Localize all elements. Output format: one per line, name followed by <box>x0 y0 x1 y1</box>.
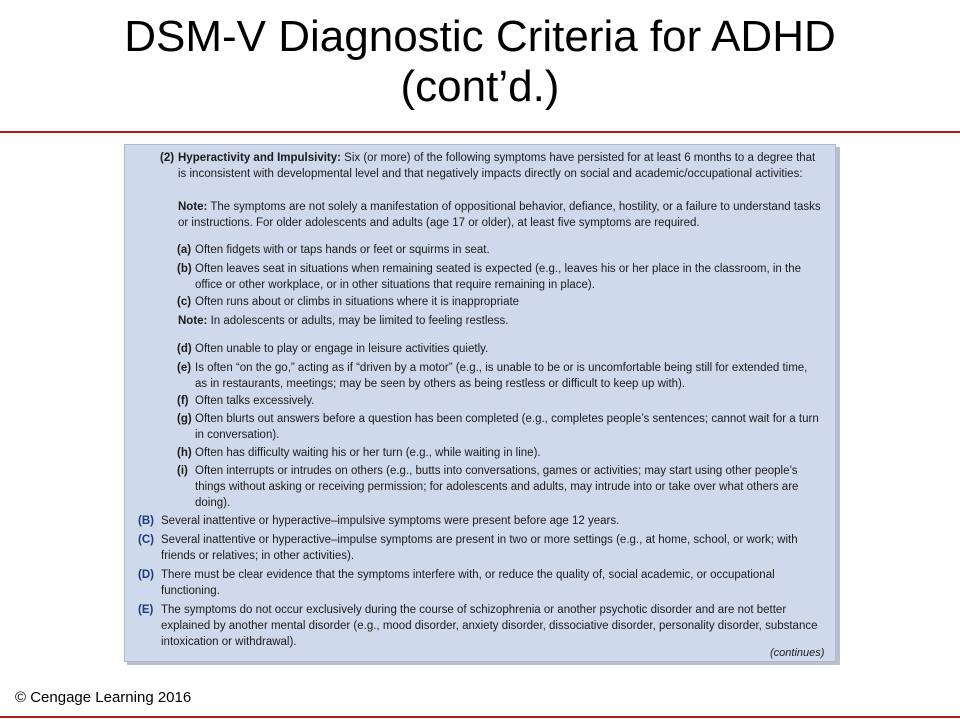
item-c-label: (c) <box>177 296 192 308</box>
criterion-e-text: The symptoms do not occur exclusively during the course of schizophrenia or another psychotic disorder and are not better explained by another mental disorder (e.g., mood disorder, anxiety disorder, dissociative disorder, personality disorder, substance intoxication or withdrawal). <box>161 604 818 648</box>
note-2-label: Note: <box>178 315 208 327</box>
item-g <box>177 411 822 443</box>
item-f-label: (f) <box>177 395 189 407</box>
item-a-text: Often fidgets with or taps hands or feet or squirms in seat. <box>195 244 490 256</box>
item-i-text: Often interrupts or intrudes on others (e.g., butts into conversations, games or activities; may start using other people’s things without asking or receiving permission; for adolescents and adults, may intrude into or take over what others are doing). <box>195 465 799 509</box>
note-2 <box>178 313 825 329</box>
criterion-b-label: (B) <box>138 515 154 527</box>
criterion-c-label: (C) <box>138 534 154 546</box>
note-1-label: Note: <box>178 201 208 213</box>
item-e-label: (e) <box>177 362 192 374</box>
copyright-notice: © Cengage Learning 2016 <box>15 689 192 706</box>
slide-title-line-1: DSM-V Diagnostic Criteria for ADHD <box>124 12 836 61</box>
section-2-label: (2) <box>160 152 175 164</box>
section-2-block <box>160 150 825 182</box>
item-d <box>177 341 822 357</box>
continues-note: (continues) <box>770 647 825 659</box>
criterion-b <box>138 513 823 529</box>
criterion-d-label: (D) <box>138 569 154 581</box>
item-d-text: Often unable to play or engage in leisure activities quietly. <box>195 343 489 355</box>
item-i <box>177 463 822 511</box>
item-e-text: Is often “on the go,” acting as if “driven by a motor” (e.g., is unable to be or is uncomfortable being still for extended time, as in restaurants, meetings; may be seen by others as being restless or difficult to keep up with). <box>195 362 808 390</box>
criterion-c <box>138 532 823 564</box>
item-c-text: Often runs about or climbs in situations where it is inappropriate <box>195 296 520 308</box>
item-f-text: Often talks excessively. <box>195 395 315 407</box>
item-g-label: (g) <box>177 413 192 425</box>
section-2-paragraph <box>160 150 825 182</box>
criterion-b-text: Several inattentive or hyperactive–impulsive symptoms were present before age 12 years. <box>161 515 620 527</box>
item-b <box>177 261 822 293</box>
slide-title-line-2: (cont’d.) <box>400 62 560 111</box>
bottom-divider <box>0 716 960 718</box>
item-g-text: Often blurts out answers before a question has been completed (e.g., completes people’s sentences; cannot wait for a turn in conversation). <box>195 413 819 441</box>
item-a-label: (a) <box>177 244 192 256</box>
item-e <box>177 360 822 392</box>
item-h-text: Often has difficulty waiting his or her turn (e.g., while waiting in line). <box>195 447 541 459</box>
item-a <box>177 242 822 258</box>
section-2-text: Six (or more) of the following symptoms have persisted for at least 6 months to a degree that is inconsistent with developmental level and that negatively impacts directly on social and academic/occupational activities: <box>178 152 816 180</box>
item-c <box>177 294 822 310</box>
criterion-d-text: There must be clear evidence that the symptoms interfere with, or reduce the quality of, social academic, or occupational functioning. <box>161 569 775 597</box>
item-i-label: (i) <box>177 465 188 477</box>
criterion-c-text: Several inattentive or hyperactive–impulse symptoms are present in two or more settings (e.g., at home, school, or work; with friends or relatives; in other activities). <box>161 534 798 562</box>
section-2-heading: Hyperactivity and Impulsivity: <box>178 152 341 164</box>
item-d-label: (d) <box>177 343 192 355</box>
criterion-e <box>138 602 823 650</box>
criterion-d <box>138 567 823 599</box>
item-b-text: Often leaves seat in situations when remaining seated is expected (e.g., leaves his or her place in the classroom, in the office or other workplace, or in other situations that require remaining in place). <box>195 263 801 291</box>
note-2-text: In adolescents or adults, may be limited to feeling restless. <box>210 315 509 327</box>
item-h <box>177 445 822 461</box>
item-f <box>177 393 822 409</box>
criterion-e-label: (E) <box>138 604 154 616</box>
note-1-text: The symptoms are not solely a manifestation of oppositional behavior, defiance, hostility, or a failure to understand tasks or instructions. For older adolescents and adults (age 17 or older), at least five symptoms are required. <box>178 201 821 229</box>
item-h-label: (h) <box>177 447 192 459</box>
note-1 <box>178 199 825 231</box>
item-b-label: (b) <box>177 263 192 275</box>
